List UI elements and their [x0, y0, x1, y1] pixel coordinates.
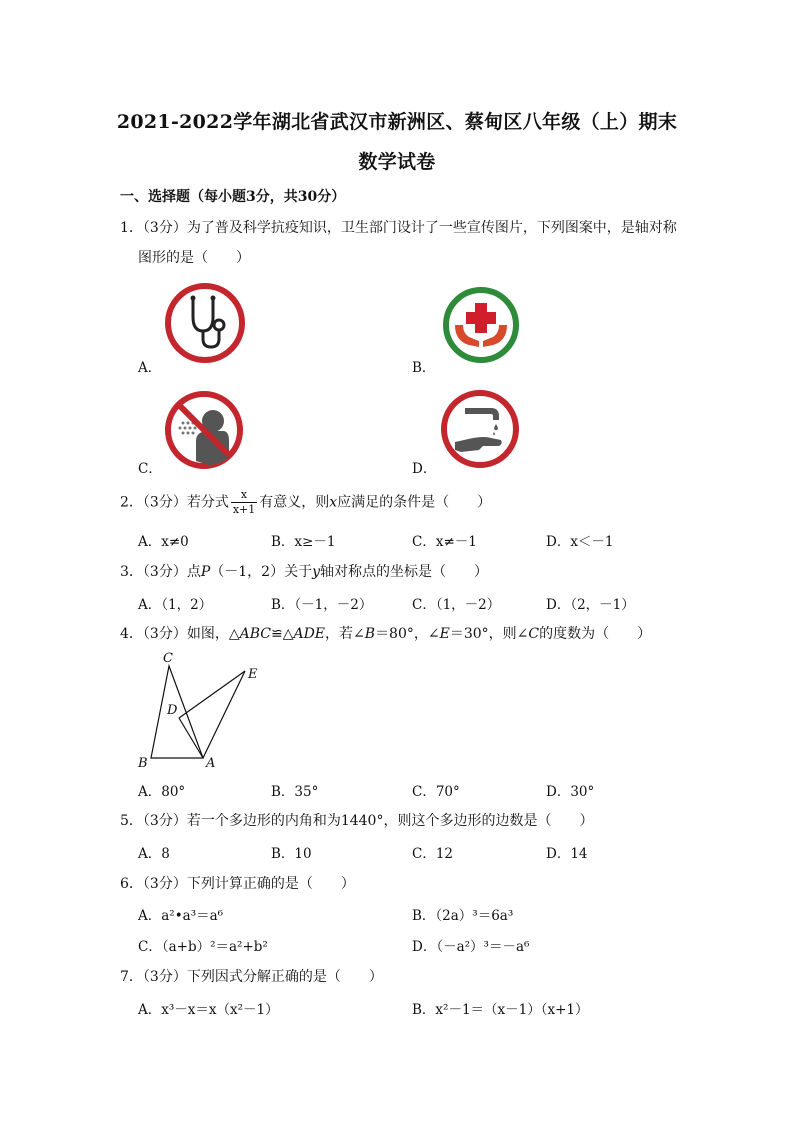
q2-text	[120, 488, 491, 517]
q1-option-c-label: C．	[138, 461, 162, 477]
q4-triangle-2: ADE	[293, 626, 326, 642]
q4-label-d: D	[167, 703, 178, 718]
section-heading: 一、选择题（每小题3分，共30分）	[120, 189, 346, 205]
q2-text-pre: 2．（3分）若分式	[120, 494, 229, 511]
q2-text-post2: 应满足的条件是（ ）	[337, 494, 492, 511]
paper-title-line1: 2021-2022学年湖北省武汉市新洲区、蔡甸区八年级（上）期末	[116, 111, 678, 133]
no-spray-icon	[163, 389, 245, 471]
q7-option-b: B．x²－1＝（x－1）（x+1）	[412, 1002, 589, 1018]
q3-option-a: A．（1，2）	[138, 597, 213, 613]
q2-option-d: D．x＜－1	[546, 534, 614, 550]
medical-cross-hands-icon	[441, 285, 521, 365]
q4-option-b: B．35°	[271, 784, 319, 800]
q6-option-d: D．（－a²）³＝－a⁶	[412, 939, 530, 955]
q4-angle-e: E	[439, 626, 450, 642]
q3-option-c: C．（1，－2）	[412, 597, 501, 613]
q3-text	[120, 561, 488, 581]
q3-option-b: B．（－1，－2）	[271, 597, 373, 613]
q4-triangle-figure	[133, 648, 273, 773]
q2-option-c: C．x≠－1	[412, 534, 477, 550]
q6-text: 6．（3分）下列计算正确的是（ ）	[120, 876, 355, 892]
q7-option-a: A．x³－x＝x（x²－1）	[138, 1002, 279, 1018]
q3-option-d: D．（2，－1）	[546, 597, 635, 613]
q2-option-a: A．x≠0	[138, 534, 189, 550]
q2-fraction-numerator: x	[231, 488, 257, 503]
q3-text-pre: 3．（3分）点	[120, 564, 201, 580]
stethoscope-icon	[163, 281, 247, 365]
q3-axis: y	[312, 564, 320, 580]
q4-text-mid2: ＝80°，∠	[375, 626, 440, 642]
q7-text: 7．（3分）下列因式分解正确的是（ ）	[120, 969, 383, 985]
q4-angle-c: C	[528, 626, 540, 642]
q2-option-b: B．x≥－1	[271, 534, 336, 550]
q4-congruent: ≌△	[270, 626, 294, 642]
q2-fraction	[231, 488, 257, 517]
q1-text-line2: 图形的是（ ）	[138, 250, 250, 266]
q4-option-c: C．70°	[412, 784, 460, 800]
q4-label-b: B	[138, 756, 148, 771]
q5-option-b: B．10	[271, 846, 312, 862]
q6-option-a: A．a²•a³＝a⁶	[138, 908, 224, 924]
q4-option-a: A．80°	[138, 784, 186, 800]
q4-label-a: A	[206, 756, 216, 771]
q4-triangle-1: ABC	[239, 626, 271, 642]
q5-option-c: C．12	[412, 846, 454, 862]
q4-text-pre: 4．（3分）如图，△	[120, 626, 240, 642]
q4-option-d: D．30°	[546, 784, 595, 800]
q6-option-c: C．（a+b）²＝a²+b²	[138, 939, 268, 955]
q1-option-b-label: B．	[412, 360, 436, 376]
hand-wash-icon	[439, 388, 521, 470]
q3-text-post: 轴对称点的坐标是（ ）	[320, 564, 488, 580]
q4-label-c: C	[163, 651, 173, 666]
q2-fraction-denominator: x+1	[232, 503, 256, 516]
q4-text	[120, 623, 651, 643]
q4-angle-b: B	[364, 626, 376, 642]
q1-option-a-label: A．	[138, 360, 162, 376]
q5-option-a: A．8	[138, 846, 170, 862]
q3-text-mid: （－1，2）关于	[210, 564, 313, 580]
paper-title-line2: 数学试卷	[358, 151, 436, 173]
q3-point: P	[200, 564, 211, 580]
q4-text-post: 的度数为（ ）	[539, 626, 652, 642]
q4-label-e: E	[248, 667, 258, 682]
q1-option-d-label: D．	[412, 461, 437, 477]
q1-text-line1: 1．（3分）为了普及科学抗疫知识，卫生部门设计了一些宣传图片，下列图案中，是轴对称	[120, 220, 677, 236]
q2-text-post: 有意义，则	[259, 494, 330, 511]
q5-option-d: D．14	[546, 846, 588, 862]
q2-variable: x	[329, 494, 338, 511]
q6-option-b: B．（2a）³＝6a³	[412, 908, 514, 924]
q4-text-mid1: ，若∠	[325, 626, 365, 642]
q5-text: 5．（3分）若一个多边形的内角和为1440°，则这个多边形的边数是（ ）	[120, 813, 594, 829]
q4-text-mid3: ＝30°，则∠	[449, 626, 529, 642]
